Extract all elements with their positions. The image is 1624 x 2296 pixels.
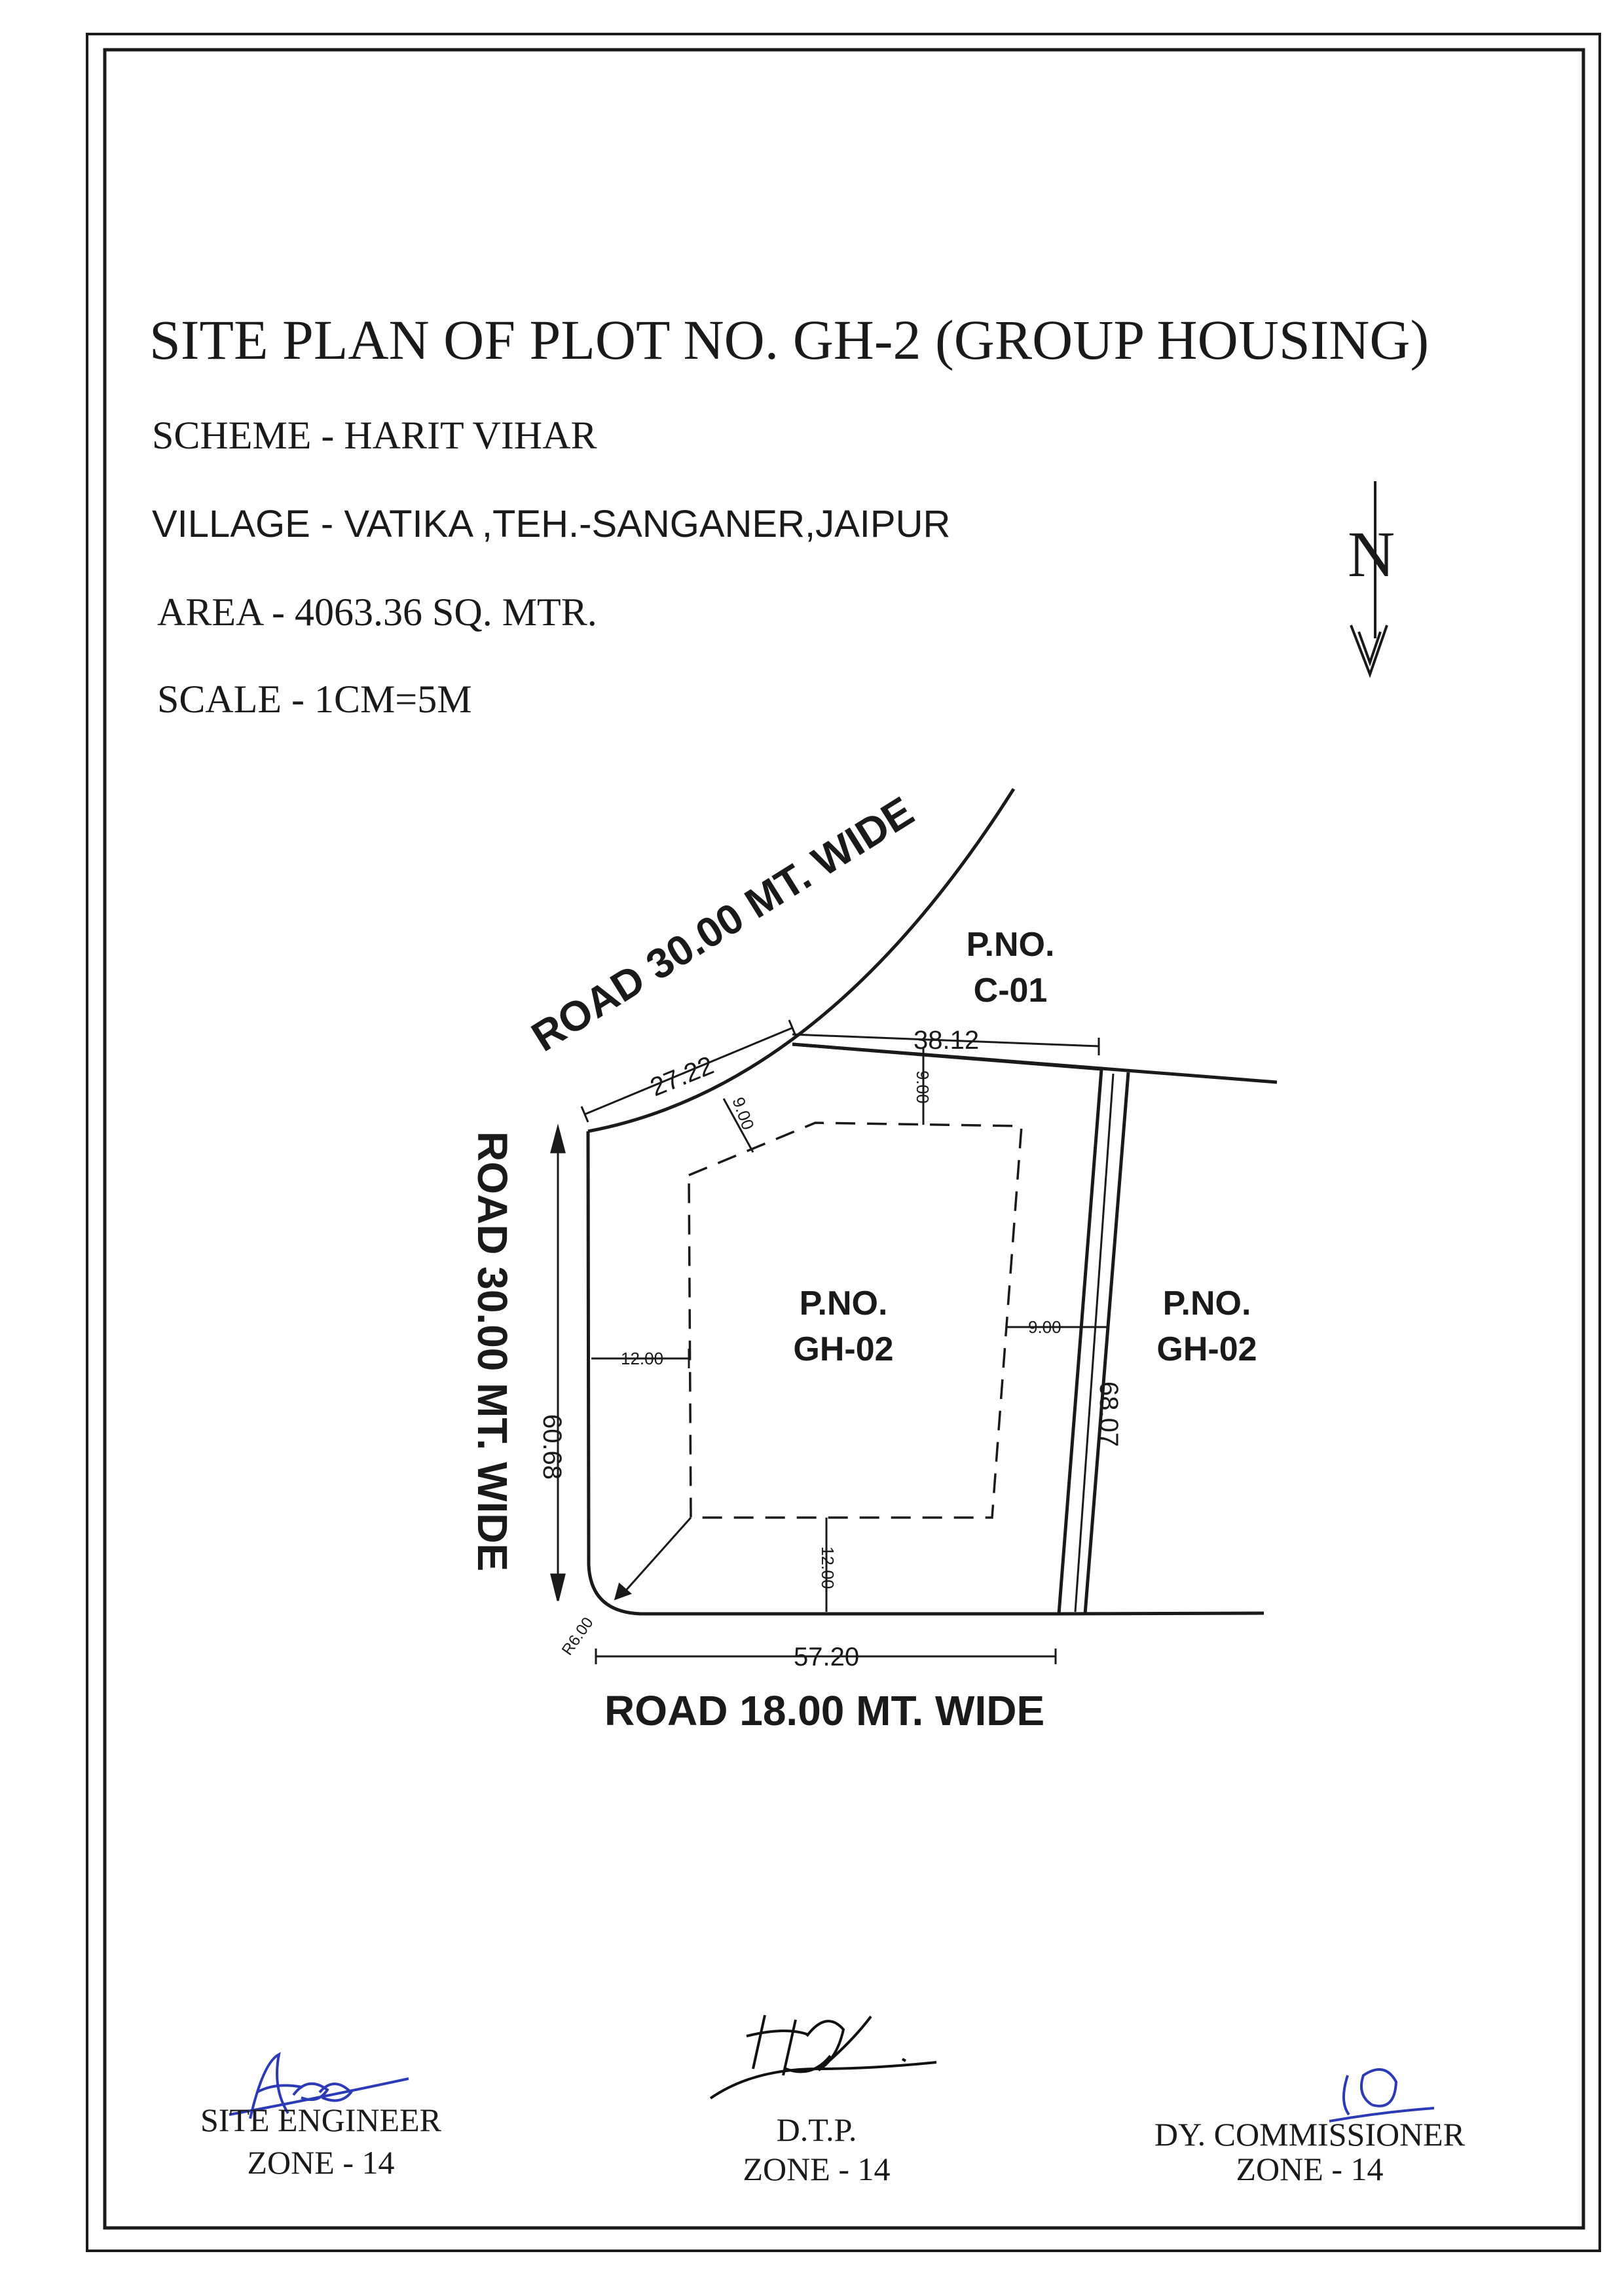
scheme-line: SCHEME - HARIT VIHAR [152, 414, 597, 457]
scale-line: SCALE - 1CM=5M [157, 678, 472, 721]
north-arrow-icon [1348, 481, 1395, 674]
site-engineer-title: SITE ENGINEER [200, 2102, 441, 2138]
corner-radius-label: R6.00 [558, 1614, 597, 1659]
dim-left: 60.68 [538, 1414, 566, 1480]
setback-bottom: 12.00 [818, 1546, 838, 1590]
area-line: AREA - 4063.36 SQ. MTR. [157, 591, 597, 634]
road-label-west: ROAD 30.00 MT. WIDE [469, 1131, 516, 1572]
plot-drawing [588, 789, 1277, 1614]
signature-dy-commissioner [1329, 2069, 1434, 2121]
plot-label-line-1: P.NO. [799, 1285, 888, 1322]
dy-commissioner-title: DY. COMMISSIONER [1154, 2116, 1466, 2153]
neighbor-east-line-1: P.NO. [1162, 1285, 1251, 1322]
dim-top-right: 38.12 [913, 1026, 980, 1055]
dy-commissioner-zone: ZONE - 14 [1236, 2151, 1384, 2187]
setback-top-left: 9.00 [728, 1094, 758, 1133]
road-label-north-west: ROAD 30.00 MT. WIDE [523, 787, 922, 1061]
plot-boundary [588, 1044, 1101, 1614]
neighbor-north-line-1: P.NO. [966, 926, 1055, 964]
signature-dtp [710, 2015, 936, 2098]
plot-labels [793, 926, 1257, 1368]
village-line: VILLAGE - VATIKA ,TEH.-SANGANER,JAIPUR [152, 503, 951, 545]
dim-top-left: 27.22 [646, 1051, 718, 1102]
header-block [149, 308, 1429, 721]
road-label-south: ROAD 18.00 MT. WIDE [604, 1687, 1045, 1734]
signatory-block [200, 2102, 1466, 2187]
dim-bottom: 57.20 [794, 1643, 860, 1671]
setback-left: 12.00 [621, 1349, 664, 1368]
neighbor-north-line-2: C-01 [973, 972, 1048, 1010]
site-engineer-zone: ZONE - 14 [247, 2144, 395, 2181]
north-letter: N [1348, 518, 1395, 591]
page-title: SITE PLAN OF PLOT NO. GH-2 (GROUP HOUSING) [149, 308, 1430, 371]
dtp-title: D.T.P. [776, 2111, 857, 2148]
neighbor-east-line-2: GH-02 [1156, 1330, 1257, 1368]
dtp-zone: ZONE - 14 [743, 2151, 891, 2187]
dim-right: 68.07 [1094, 1381, 1123, 1448]
plot-label-line-2: GH-02 [793, 1330, 894, 1368]
setback-top: 9.00 [913, 1070, 932, 1104]
setback-right: 9.00 [1028, 1317, 1061, 1337]
